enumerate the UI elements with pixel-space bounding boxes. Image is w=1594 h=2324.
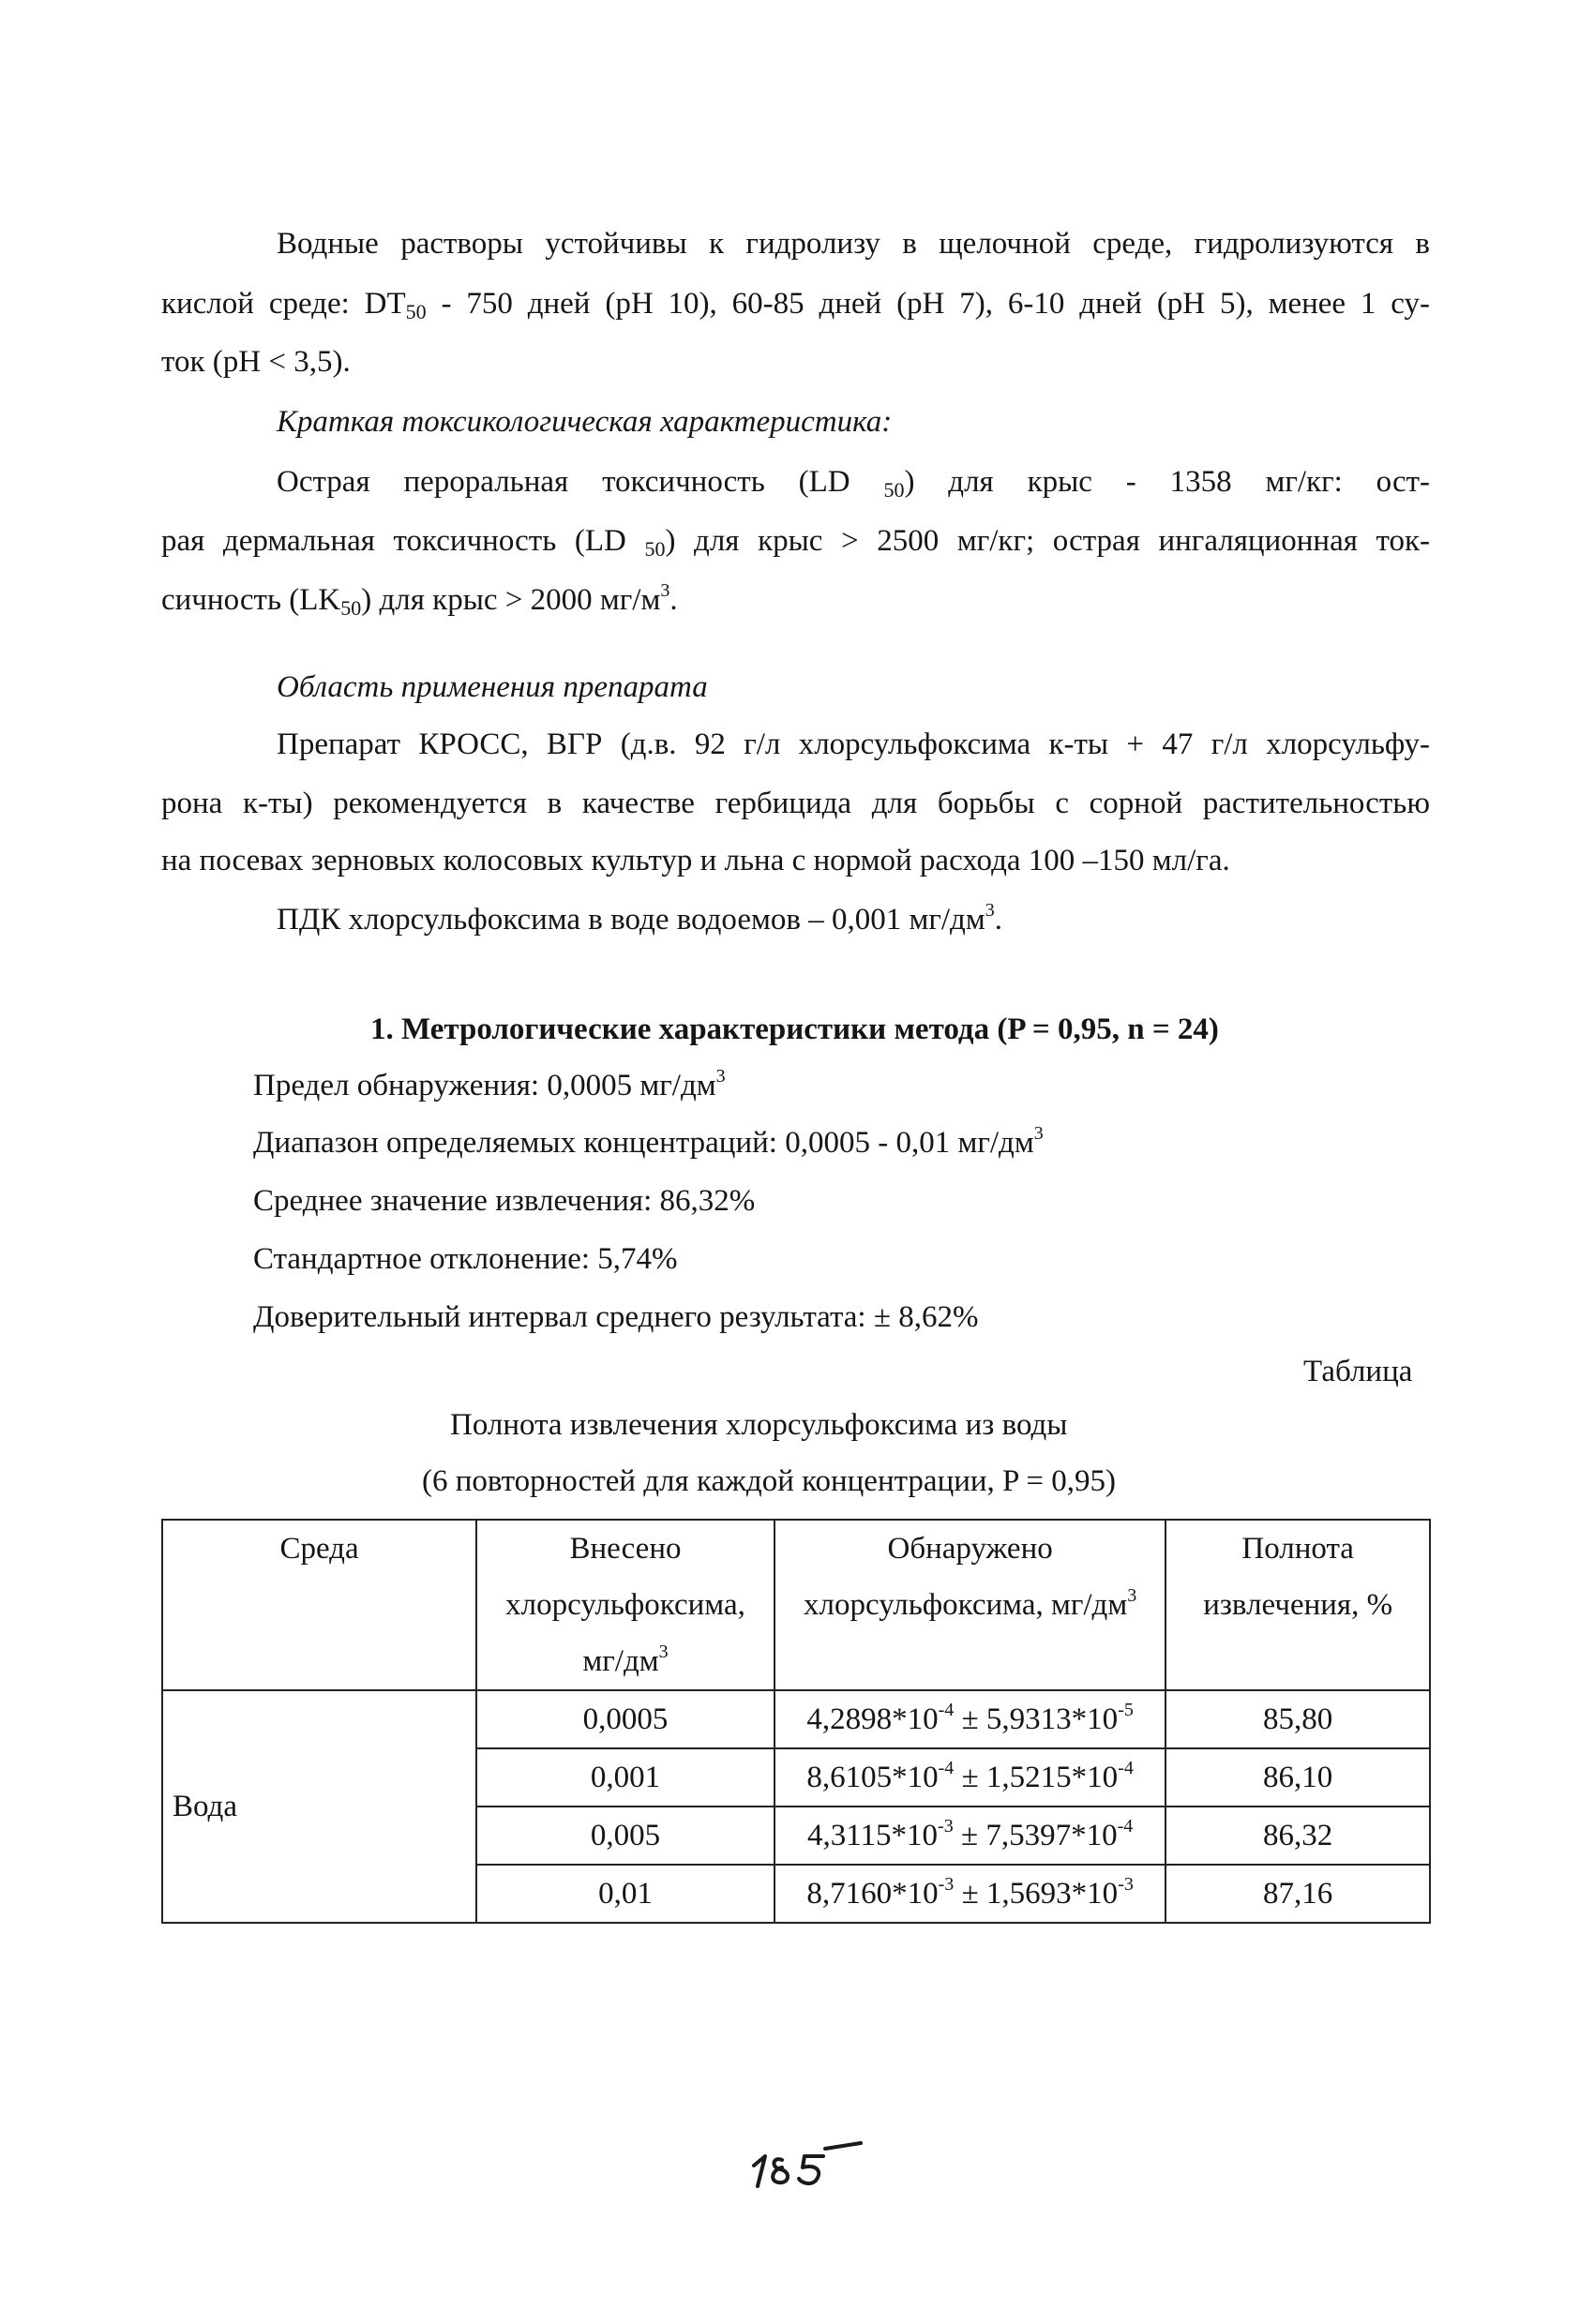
application-line-2: рона к-ты) рекомендуется в качестве гербицида для борьбы с сорной растительностью xyxy=(161,787,1430,820)
tox-line-3-part-b: ) для крыс > 2000 мг/м xyxy=(361,583,661,617)
found-exponent: -3 xyxy=(938,1816,954,1837)
pdk-part-a: ПДК хлорсульфоксима в воде водоемов – 0,001 мг/дм xyxy=(277,903,985,937)
metrology-item xyxy=(253,1240,678,1278)
tox-line-2-part-a: рая дермальная токсичность (LD xyxy=(161,524,645,558)
intro-line-2-part-a: кислой среде: DT xyxy=(161,287,406,321)
added-cell: 0,01 xyxy=(476,1865,774,1923)
tox-heading: Краткая токсикологическая характеристика: xyxy=(277,405,893,439)
deviation-exponent: -4 xyxy=(1118,1758,1134,1778)
metrology-item xyxy=(253,1124,1044,1162)
header-found-superscript: 3 xyxy=(1127,1585,1137,1606)
header-added-line-2: хлорсульфоксима, xyxy=(505,1588,745,1622)
header-found xyxy=(774,1520,1165,1690)
found-deviation: ± 1,5693*10 xyxy=(954,1877,1119,1911)
recovery-cell: 87,16 xyxy=(1165,1865,1430,1923)
table-label: Таблица xyxy=(1303,1355,1413,1388)
found-value: 8,7160*10 xyxy=(806,1877,939,1911)
metrology-item-text: Стандартное отклонение: 5,74% xyxy=(253,1242,678,1276)
metrology-item-superscript: 3 xyxy=(715,1066,726,1087)
added-cell: 0,0005 xyxy=(476,1690,774,1748)
metrology-heading: 1. Метрологические характеристики метода (P = 0,95, n = 24) xyxy=(370,1012,1219,1046)
found-exponent: -3 xyxy=(938,1874,955,1895)
tox-line-3 xyxy=(161,581,678,619)
deviation-exponent: -5 xyxy=(1118,1700,1134,1720)
pdk-superscript: 3 xyxy=(985,900,995,921)
application-line-3: на посевах зерновых колосовых культур и льна с нормой расхода 100 –150 мл/га. xyxy=(161,844,1230,877)
header-medium xyxy=(162,1520,476,1690)
header-added-unit: мг/дм xyxy=(582,1644,659,1678)
recovery-cell: 85,80 xyxy=(1165,1690,1430,1748)
metrology-item-superscript: 3 xyxy=(1033,1123,1044,1144)
header-added-line-1: Внесено xyxy=(569,1532,682,1566)
metrology-item xyxy=(253,1182,755,1220)
dt50-subscript: 50 xyxy=(405,300,427,323)
found-deviation: ± 5,9313*10 xyxy=(954,1702,1119,1736)
metrology-item-text: Диапазон определяемых концентраций: 0,0005 - 0,01 мг/дм xyxy=(253,1126,1034,1160)
application-line-1: Препарат КРОСС, ВГР (д.в. 92 г/л хлорсульфоксима к-ты + 47 г/л хлорсульфу- xyxy=(277,727,1430,761)
header-found-line-2 xyxy=(785,1577,1155,1633)
found-exponent: -4 xyxy=(938,1758,955,1778)
found-cell xyxy=(774,1690,1165,1748)
deviation-exponent: -4 xyxy=(1117,1816,1134,1837)
header-found-line-1: Обнаружено xyxy=(887,1532,1053,1566)
found-cell xyxy=(774,1748,1165,1807)
intro-line-3: ток (pH < 3,5). xyxy=(161,345,351,379)
application-heading: Область применения препарата xyxy=(277,670,708,704)
intro-line-2 xyxy=(161,285,1430,322)
added-cell: 0,005 xyxy=(476,1807,774,1865)
found-value: 4,3115*10 xyxy=(807,1819,939,1852)
metrology-item-text: Среднее значение извлечения: 86,32% xyxy=(253,1184,756,1218)
table-row xyxy=(162,1690,1430,1748)
tox-line-1-part-b: ) для крыс - 1358 мг/кг: ост- xyxy=(904,465,1431,499)
medium-cell xyxy=(162,1690,476,1923)
metrology-item-text: Доверительный интервал среднего результата: ± 8,62% xyxy=(253,1300,979,1334)
found-value: 8,6105*10 xyxy=(806,1761,939,1794)
metrology-item xyxy=(253,1067,726,1104)
found-value: 4,2898*10 xyxy=(806,1702,939,1736)
recovery-cell: 86,10 xyxy=(1165,1748,1430,1807)
header-added-superscript: 3 xyxy=(658,1642,669,1662)
intro-line-2-part-b: - 750 дней (pH 10), 60-85 дней (pH 7), 6-10 дней (pH 5), менее 1 су- xyxy=(426,287,1430,321)
tox-line-1-part-a: Острая пероральная токсичность (LD xyxy=(277,465,884,499)
header-recovery-line-1: Полнота xyxy=(1241,1532,1354,1566)
found-exponent: -4 xyxy=(938,1700,955,1720)
table-title: Полнота извлечения хлорсульфоксима из воды xyxy=(450,1408,1068,1442)
handwritten-page-number xyxy=(750,2128,881,2194)
tox-line-2-part-b: ) для крыс > 2500 мг/кг; острая ингаляционная ток- xyxy=(665,524,1430,558)
metrology-item-text: Предел обнаружения: 0,0005 мг/дм xyxy=(253,1069,716,1102)
metrology-item xyxy=(253,1298,978,1336)
found-deviation: ± 1,5215*10 xyxy=(954,1761,1119,1794)
added-cell: 0,001 xyxy=(476,1748,774,1807)
header-medium-label: Среда xyxy=(279,1532,359,1566)
found-cell xyxy=(774,1807,1165,1865)
tox-line-1 xyxy=(277,463,1430,501)
medium-label: Вода xyxy=(173,1790,237,1823)
table-header-row xyxy=(162,1520,1430,1690)
intro-line-1: Водные растворы устойчивы к гидролизу в щелочной среде, гидролизуются в xyxy=(277,227,1430,261)
table-subtitle: (6 повторностей для каждой концентрации, P = 0,95) xyxy=(422,1464,1117,1498)
found-cell xyxy=(774,1865,1165,1923)
header-added xyxy=(476,1520,774,1690)
header-recovery-line-2: извлечения, % xyxy=(1203,1588,1393,1622)
pdk-part-b: . xyxy=(994,903,1002,937)
lk50-subscript: 50 xyxy=(340,596,362,620)
m3-superscript: 3 xyxy=(660,580,670,601)
recovery-table xyxy=(161,1519,1431,1924)
header-found-unit: хлорсульфоксима, мг/дм xyxy=(804,1588,1128,1622)
ld50-subscript-2: 50 xyxy=(644,537,666,561)
tox-line-3-part-c: . xyxy=(669,583,678,617)
tox-line-3-part-a: сичность (LK xyxy=(161,583,341,617)
found-deviation: ± 7,5397*10 xyxy=(953,1819,1118,1852)
recovery-cell: 86,32 xyxy=(1165,1807,1430,1865)
tox-line-2 xyxy=(161,522,1430,560)
ld50-subscript-1: 50 xyxy=(883,478,905,502)
pdk-line xyxy=(277,901,1002,938)
header-recovery xyxy=(1165,1520,1430,1690)
deviation-exponent: -3 xyxy=(1118,1874,1134,1895)
header-added-line-3 xyxy=(487,1633,764,1689)
